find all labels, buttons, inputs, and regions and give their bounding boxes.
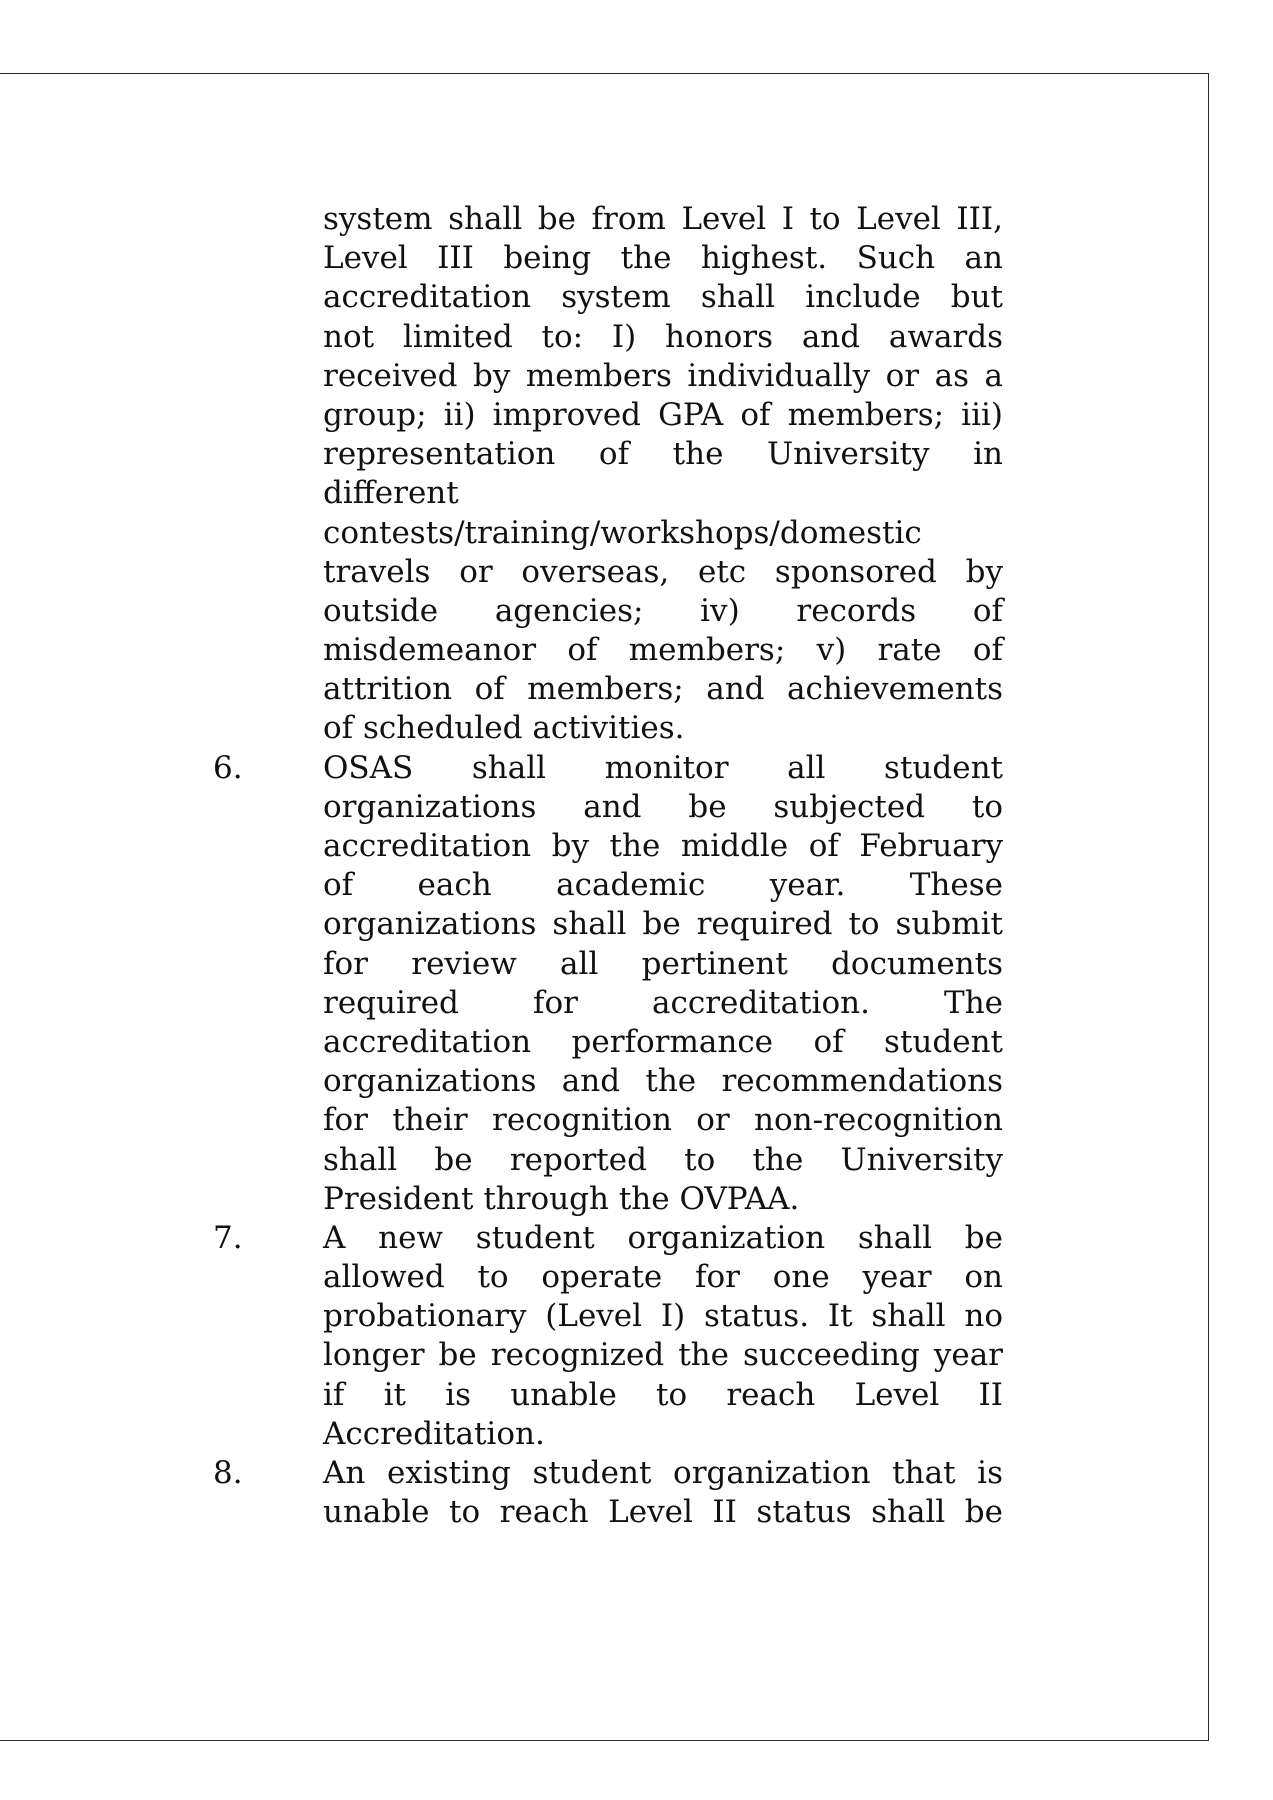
line-text: organizations and the recommendations (323, 1063, 1003, 1100)
text-line (213, 1376, 1003, 1415)
text-line (213, 278, 1003, 317)
text-line (213, 1219, 1003, 1258)
line-text: accreditation by the middle of February (323, 828, 1003, 864)
text-line (213, 788, 1003, 827)
text-line (213, 239, 1003, 278)
document-body (213, 200, 1003, 1532)
line-text: system shall be from Level I to Level III, (323, 201, 1003, 237)
text-line (213, 592, 1003, 631)
item-number: 6. (213, 749, 243, 786)
line-text: for review all pertinent documents (323, 945, 1003, 982)
line-text: longer be recognized the succeeding year (323, 1337, 1003, 1374)
line-text: accreditation performance of student (323, 1023, 1003, 1060)
text-line (213, 631, 1003, 670)
text-line (213, 1415, 1003, 1454)
line-text: group; ii) improved GPA of members; iii) (323, 396, 1003, 433)
line-text: of each academic year. These (323, 867, 1003, 904)
line-text: Accreditation. (323, 1415, 545, 1452)
continuation-paragraph (213, 200, 1003, 749)
text-line (213, 984, 1003, 1023)
line-text: organizations shall be required to submit (323, 906, 1003, 943)
text-line (213, 1493, 1003, 1532)
text-line (213, 1023, 1003, 1062)
line-text: if it is unable to reach Level II (323, 1376, 1003, 1413)
line-text: OSAS shall monitor all student (323, 749, 1003, 786)
item-number: 8. (213, 1455, 243, 1491)
list-item-6 (213, 749, 1003, 1219)
line-text: A new student organization shall be (323, 1219, 1003, 1256)
text-line (213, 357, 1003, 396)
line-text: misdemeanor of members; v) rate of (323, 632, 1003, 669)
text-line (213, 1336, 1003, 1375)
text-line (213, 945, 1003, 984)
item-number: 7. (213, 1219, 243, 1256)
line-text: accreditation system shall include but (323, 279, 1003, 316)
text-line (213, 709, 1003, 748)
text-line (213, 474, 1003, 513)
line-text: shall be reported to the University (323, 1141, 1003, 1178)
line-text: Level III being the highest. Such an (323, 240, 1003, 277)
text-line (213, 749, 1003, 788)
line-text: for their recognition or non-recognition (323, 1102, 1003, 1139)
text-line (213, 200, 1003, 239)
text-line (213, 866, 1003, 905)
text-line (213, 905, 1003, 944)
text-line (213, 318, 1003, 357)
text-line (213, 827, 1003, 866)
text-line (213, 435, 1003, 474)
list-item-8 (213, 1454, 1003, 1532)
line-text: allowed to operate for one year on (323, 1259, 1003, 1296)
line-text: attrition of members; and achievements (323, 671, 1003, 708)
text-line (213, 670, 1003, 709)
text-line (213, 1258, 1003, 1297)
line-text: received by members individually or as a (323, 357, 1003, 394)
line-text: contests/training/workshops/domestic (323, 514, 922, 551)
line-text: probationary (Level I) status. It shall no (323, 1298, 1003, 1335)
line-text: organizations and be subjected to (323, 788, 1003, 825)
text-line (213, 1297, 1003, 1336)
text-line (213, 1454, 1003, 1493)
line-text: travels or overseas, etc sponsored by (323, 553, 1003, 590)
line-text: of scheduled activities. (323, 710, 685, 747)
line-text: different (323, 475, 459, 512)
line-text: unable to reach Level II status shall be (323, 1494, 1003, 1531)
line-text: outside agencies; iv) records of (323, 592, 1003, 629)
line-text: President through the OVPAA. (323, 1180, 800, 1217)
list-item-7 (213, 1219, 1003, 1454)
line-text: required for accreditation. The (323, 984, 1003, 1021)
text-line (213, 1101, 1003, 1140)
line-text: An existing student organization that is (323, 1455, 1003, 1491)
line-text: representation of the University in (323, 436, 1003, 473)
text-line (213, 1062, 1003, 1101)
text-line (213, 396, 1003, 435)
text-line (213, 553, 1003, 592)
text-line (213, 1141, 1003, 1180)
line-text: not limited to: I) honors and awards (323, 318, 1003, 355)
text-line (213, 1180, 1003, 1219)
text-line (213, 514, 1003, 553)
